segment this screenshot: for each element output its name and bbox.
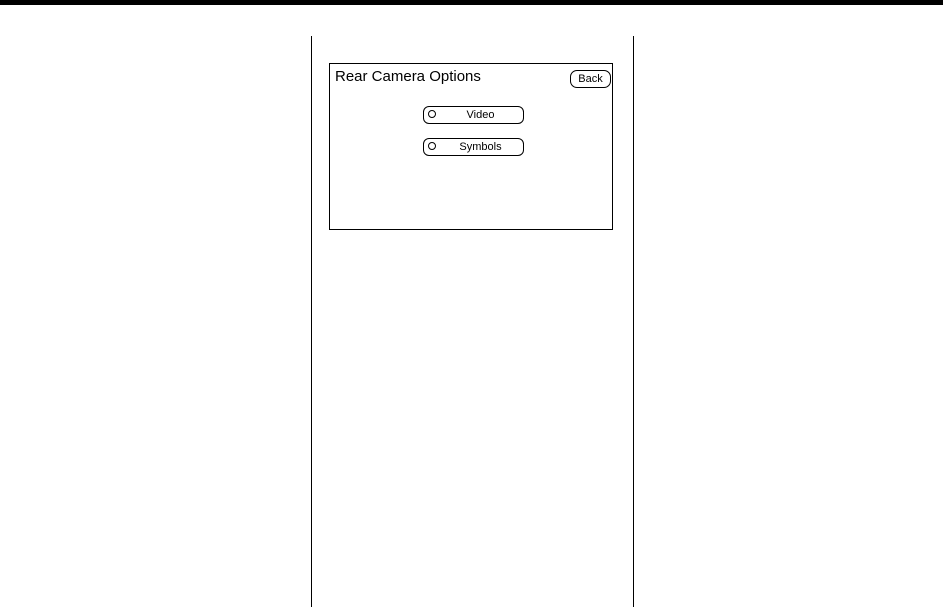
top-rule [0, 0, 943, 5]
radio-icon [428, 110, 436, 118]
screen-title: Rear Camera Options [335, 68, 481, 85]
rear-camera-options-screen [329, 63, 613, 230]
column-divider-left [311, 36, 312, 607]
back-button[interactable]: Back [570, 70, 611, 88]
video-option-label: Video [466, 109, 495, 121]
video-option-button[interactable] [423, 106, 524, 124]
radio-icon [428, 142, 436, 150]
column-divider-right [633, 36, 634, 607]
symbols-option-label: Symbols [459, 141, 502, 153]
symbols-option-button[interactable] [423, 138, 524, 156]
